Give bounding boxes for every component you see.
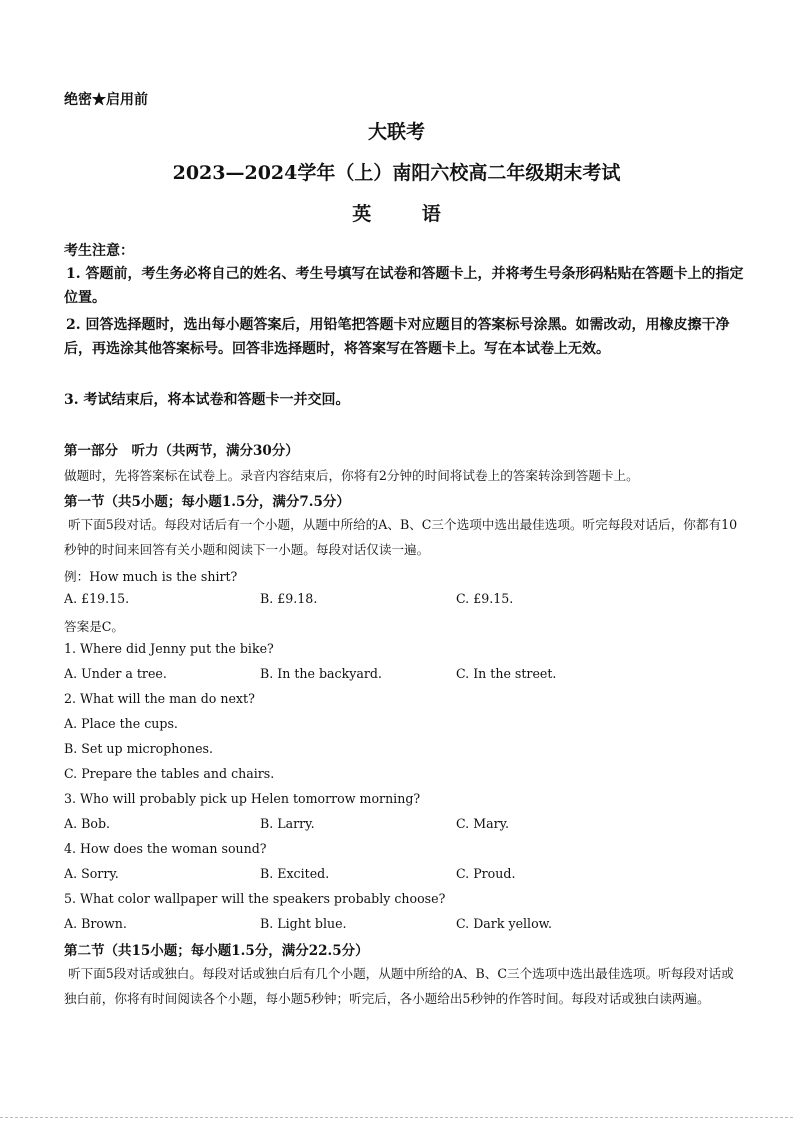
question-1-option-a: A. Under a tree. — [64, 666, 167, 681]
example-answer: 答案是C。 — [64, 619, 125, 634]
question-4-option-b: B. Excited. — [260, 866, 330, 881]
section1-title: 第一节（共5小题；每小题1.5分，满分7.5分） — [64, 494, 350, 510]
example-option-a: A. £19.15. — [64, 591, 130, 606]
part1-instruction: 做题时，先将答案标在试卷上。录音内容结束后，你将有2分钟的时间将试卷上的答案转涂到答题卡上。 — [64, 468, 639, 483]
page-bottom-divider — [0, 1117, 793, 1118]
question-2-option-b: B. Set up microphones. — [64, 741, 213, 756]
example-option-c: C. £9.15. — [456, 591, 514, 606]
section2-title: 第二节（共15小题；每小题1.5分，满分22.5分） — [64, 943, 369, 959]
subject-title: 英 语 — [352, 203, 463, 225]
question-1-option-b: B. In the backyard. — [260, 666, 382, 681]
question-3: 3. Who will probably pick up Helen tomorrow morning? — [64, 791, 421, 806]
section2-instruction: 听下面5段对话或独白。每段对话或独白后有几个小题，从题中所给的A、B、C三个选项中选出最佳选项。听每段对话或独白前，你将有时间阅读各个小题，每小题5秒钟；听完后，各小题给出5秒钟的作答时间。每段对话或独白读两遍。 — [64, 966, 734, 1006]
exam-organizer-title: 大联考 — [367, 121, 425, 143]
exam-title: 2023—2024学年（上）南阳六校高二年级期末考试 — [172, 162, 621, 184]
confidential-label: 绝密★启用前 — [64, 92, 148, 108]
example-option-b: B. £9.18. — [260, 591, 318, 606]
notice-item-3: 3. 考试结束后，将本试卷和答题卡一并交回。 — [64, 392, 350, 408]
notice-heading: 考生注意： — [64, 243, 134, 259]
question-5: 5. What color wallpaper will the speakers probably choose? — [64, 891, 446, 906]
question-1: 1. Where did Jenny put the bike? — [64, 641, 274, 656]
section1-instruction: 听下面5段对话。每段对话后有一个小题，从题中所给的A、B、C三个选项中选出最佳选项。听完每段对话后，你都有10秒钟的时间来回答有关小题和阅读下一小题。每段对话仅读一遍。 — [64, 517, 738, 557]
question-5-option-b: B. Light blue. — [260, 916, 347, 931]
question-1-option-c: C. In the street. — [456, 666, 557, 681]
question-3-option-b: B. Larry. — [260, 816, 315, 831]
question-2: 2. What will the man do next? — [64, 691, 255, 706]
question-4-option-c: C. Proud. — [456, 866, 516, 881]
question-5-option-a: A. Brown. — [64, 916, 127, 931]
question-4-option-a: A. Sorry. — [64, 866, 119, 881]
example-question: 例：How much is the shirt? — [64, 569, 238, 584]
part1-title: 第一部分 听力（共两节，满分30分） — [64, 443, 299, 459]
notice-item-2: 2. 回答选择题时，选出每小题答案后，用铅笔把答题卡对应题目的答案标号涂黑。如需改动，用橡皮擦干净后，再选涂其他答案标号。回答非选择题时，将答案写在答题卡上。写在本试卷上无效。 — [64, 317, 730, 357]
question-2-option-c: C. Prepare the tables and chairs. — [64, 766, 275, 781]
notice-item-1: 1. 答题前，考生务必将自己的姓名、考生号填写在试卷和答题卡上，并将考生号条形码粘贴在答题卡上的指定位置。 — [64, 266, 744, 306]
question-3-option-a: A. Bob. — [64, 816, 111, 831]
question-4: 4. How does the woman sound? — [64, 841, 267, 856]
question-3-option-c: C. Mary. — [456, 816, 510, 831]
question-2-option-a: A. Place the cups. — [64, 716, 178, 731]
question-5-option-c: C. Dark yellow. — [456, 916, 552, 931]
